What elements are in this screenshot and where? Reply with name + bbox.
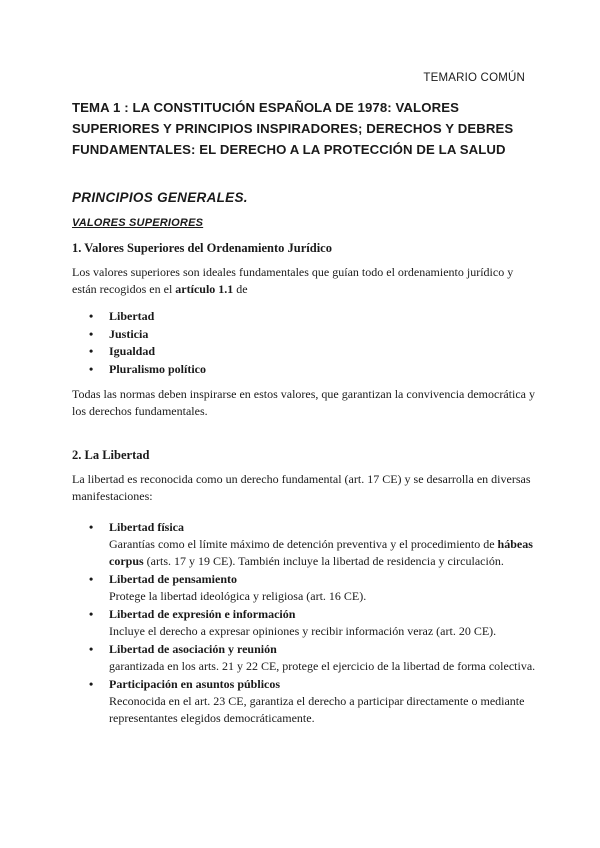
list-item: • Libertad física Garantías como el límite máximo de detención preventiva y el procedimiento de hábeas corpus (arts. 17 y 19 CE). También incluye la libertad de residencia y circulación.	[89, 519, 533, 568]
sub-heading: VALORES SUPERIORES	[72, 217, 204, 229]
list-item: • Libertad de pensamiento Protege la libertad ideológica y religiosa (art. 16 CE).	[89, 571, 367, 603]
section-2-heading: 2. La Libertad	[72, 447, 150, 462]
document-title: TEMA 1 : LA CONSTITUCIÓN ESPAÑOLA DE 1978: VALORES SUPERIORES Y PRINCIPIOS INSPIRADORES; DERECHOS Y DEBRES FUNDAMENTALES: EL DERECHO A LA PROTECCIÓN DE LA SALUD	[72, 100, 514, 157]
bullet-icon: •	[89, 344, 94, 358]
section-2-intro: La libertad es reconocida como un derecho fundamental (art. 17 CE) y se desarrolla en diversas manifestaciones:	[72, 471, 531, 503]
list-item: • Justicia	[89, 326, 149, 341]
list-item: • Pluralismo político	[89, 361, 206, 376]
bullet-icon: •	[89, 361, 94, 376]
list-item: • Libertad de expresión e información Incluye el derecho a expresar opiniones y recibir información veraz (art. 20 CE).	[89, 606, 497, 638]
list-item: • Libertad	[89, 309, 155, 323]
bullet-icon: •	[89, 571, 94, 586]
section-1-heading: 1. Valores Superiores del Ordenamiento Jurídico	[72, 241, 332, 255]
bullet-icon: •	[89, 326, 94, 341]
list-item: • Igualdad	[89, 344, 156, 358]
bullet-icon: •	[89, 309, 94, 323]
section-1-outro: Todas las normas deben inspirarse en estos valores, que garantizan la convivencia democrática y los derechos fundamentales.	[72, 386, 535, 418]
values-list	[72, 308, 537, 378]
list-item: • Libertad de asociación y reunión garantizada en los arts. 21 y 22 CE, protege el ejercicio de la libertad de forma colectiva.	[89, 641, 536, 673]
header-label: TEMARIO COMÚN	[423, 72, 525, 84]
section-1-intro: Los valores superiores son ideales fundamentales que guían todo el ordenamiento jurídico y están recogidos en el artículo 1.1 de	[72, 265, 514, 296]
list-item: • Participación en asuntos públicos Reconocida en el art. 23 CE, garantiza el derecho a participar directamente o mediante representantes elegidos democráticamente.	[89, 676, 525, 725]
bullet-icon: •	[89, 676, 94, 691]
document-body	[72, 190, 537, 735]
bullet-icon: •	[89, 519, 94, 534]
bullet-icon: •	[89, 641, 94, 656]
section-heading: PRINCIPIOS GENERALES.	[72, 190, 248, 205]
liberty-list	[72, 519, 537, 727]
bullet-icon: •	[89, 606, 94, 621]
